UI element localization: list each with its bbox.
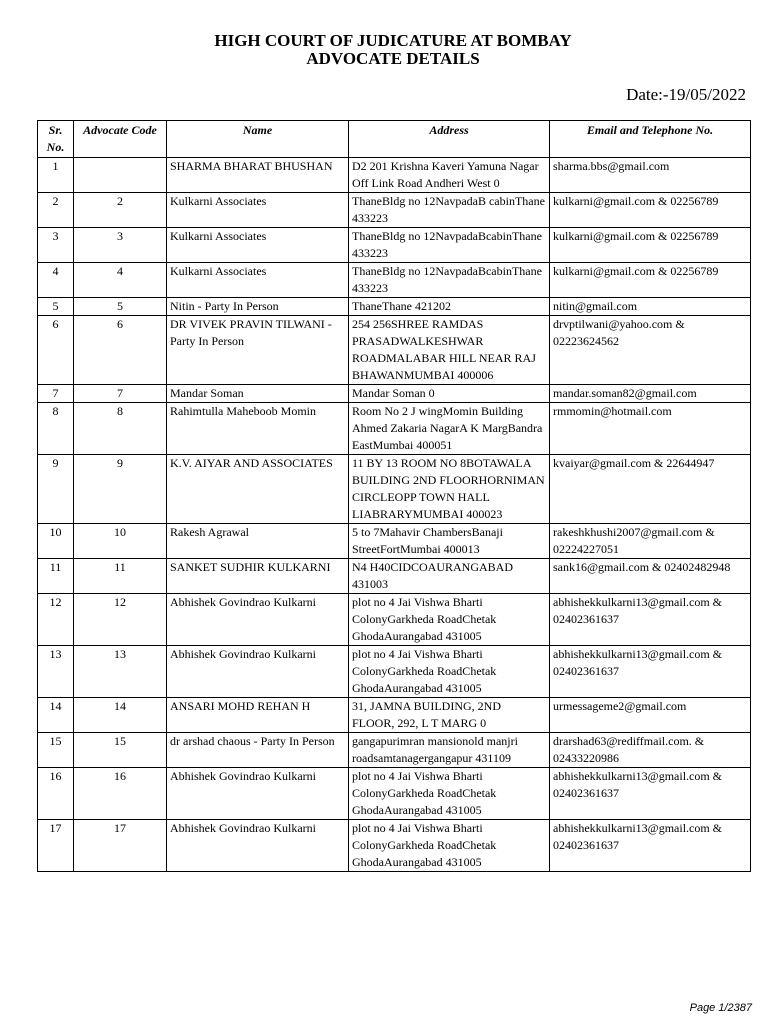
cell-email-phone: urmessageme2@gmail.com xyxy=(550,698,751,733)
cell-address: plot no 4 Jai Vishwa Bharti ColonyGarkheda RoadChetak GhodaAurangabad 431005 xyxy=(349,768,550,820)
cell-address: ThaneBldg no 12NavpadaBcabinThane 433223 xyxy=(349,263,550,298)
table-row xyxy=(38,820,751,872)
cell-name: ANSARI MOHD REHAN H xyxy=(167,698,349,733)
column-header-name: Name xyxy=(167,121,349,158)
cell-email-phone: nitin@gmail.com xyxy=(550,298,751,316)
cell-address: plot no 4 Jai Vishwa Bharti ColonyGarkheda RoadChetak GhodaAurangabad 431005 xyxy=(349,820,550,872)
column-header-email: Email and Telephone No. xyxy=(550,121,751,158)
table-body xyxy=(38,158,751,872)
cell-sr-no: 16 xyxy=(38,768,74,820)
cell-advocate-code: 7 xyxy=(74,385,167,403)
column-header-code: Advocate Code xyxy=(74,121,167,158)
cell-advocate-code: 14 xyxy=(74,698,167,733)
cell-advocate-code: 9 xyxy=(74,455,167,524)
cell-address: 31, JAMNA BUILDING, 2ND FLOOR, 292, L T MARG 0 xyxy=(349,698,550,733)
cell-address: N4 H40CIDCOAURANGABAD 431003 xyxy=(349,559,550,594)
cell-email-phone: abhishekkulkarni13@gmail.com & 02402361637 xyxy=(550,594,751,646)
cell-name: Abhishek Govindrao Kulkarni xyxy=(167,646,349,698)
table-header-row xyxy=(38,121,751,158)
table-row xyxy=(38,158,751,193)
cell-sr-no: 12 xyxy=(38,594,74,646)
cell-advocate-code: 13 xyxy=(74,646,167,698)
cell-email-phone: abhishekkulkarni13@gmail.com & 02402361637 xyxy=(550,646,751,698)
cell-sr-no: 17 xyxy=(38,820,74,872)
cell-name: SANKET SUDHIR KULKARNI xyxy=(167,559,349,594)
cell-name: SHARMA BHARAT BHUSHAN xyxy=(167,158,349,193)
cell-email-phone: kulkarni@gmail.com & 02256789 xyxy=(550,228,751,263)
table-row xyxy=(38,646,751,698)
page-number: Page 1/2387 xyxy=(689,1002,752,1014)
cell-advocate-code: 3 xyxy=(74,228,167,263)
table-row xyxy=(38,316,751,385)
table-row xyxy=(38,698,751,733)
advocate-table xyxy=(37,120,751,872)
cell-name: Rakesh Agrawal xyxy=(167,524,349,559)
table-row xyxy=(38,385,751,403)
cell-advocate-code: 4 xyxy=(74,263,167,298)
cell-email-phone: rmmomin@hotmail.com xyxy=(550,403,751,455)
cell-advocate-code: 15 xyxy=(74,733,167,768)
cell-email-phone: kulkarni@gmail.com & 02256789 xyxy=(550,193,751,228)
cell-address: 11 BY 13 ROOM NO 8BOTAWALA BUILDING 2ND FLOORHORNIMAN CIRCLEOPP TOWN HALL LIABRARYMUMBAI 400023 xyxy=(349,455,550,524)
cell-name: Abhishek Govindrao Kulkarni xyxy=(167,768,349,820)
table-row xyxy=(38,768,751,820)
cell-address: 254 256SHREE RAMDAS PRASADWALKESHWAR ROADMALABAR HILL NEAR RAJ BHAWANMUMBAI 400006 xyxy=(349,316,550,385)
cell-sr-no: 2 xyxy=(38,193,74,228)
cell-advocate-code: 12 xyxy=(74,594,167,646)
cell-sr-no: 7 xyxy=(38,385,74,403)
cell-sr-no: 3 xyxy=(38,228,74,263)
column-header-sr: Sr. No. xyxy=(38,121,74,158)
cell-name: DR VIVEK PRAVIN TILWANI - Party In Person xyxy=(167,316,349,385)
cell-sr-no: 11 xyxy=(38,559,74,594)
cell-name: K.V. AIYAR AND ASSOCIATES xyxy=(167,455,349,524)
cell-email-phone: abhishekkulkarni13@gmail.com & 02402361637 xyxy=(550,768,751,820)
table-row xyxy=(38,228,751,263)
cell-name: Kulkarni Associates xyxy=(167,193,349,228)
cell-address: D2 201 Krishna Kaveri Yamuna Nagar Off Link Road Andheri West 0 xyxy=(349,158,550,193)
document-subtitle: ADVOCATE DETAILS xyxy=(306,49,480,68)
cell-address: gangapurimran mansionold manjri roadsamtanagergangapur 431109 xyxy=(349,733,550,768)
cell-sr-no: 8 xyxy=(38,403,74,455)
table-row xyxy=(38,559,751,594)
cell-email-phone: abhishekkulkarni13@gmail.com & 02402361637 xyxy=(550,820,751,872)
cell-advocate-code: 8 xyxy=(74,403,167,455)
column-header-address: Address xyxy=(349,121,550,158)
cell-sr-no: 6 xyxy=(38,316,74,385)
table-row xyxy=(38,193,751,228)
cell-sr-no: 10 xyxy=(38,524,74,559)
cell-sr-no: 15 xyxy=(38,733,74,768)
document-title xyxy=(0,32,768,68)
table-row xyxy=(38,455,751,524)
cell-email-phone: sharma.bbs@gmail.com xyxy=(550,158,751,193)
table-row xyxy=(38,298,751,316)
cell-advocate-code: 17 xyxy=(74,820,167,872)
cell-name: Rahimtulla Maheboob Momin xyxy=(167,403,349,455)
cell-sr-no: 1 xyxy=(38,158,74,193)
table-row xyxy=(38,733,751,768)
cell-advocate-code: 5 xyxy=(74,298,167,316)
cell-sr-no: 5 xyxy=(38,298,74,316)
cell-name: Kulkarni Associates xyxy=(167,228,349,263)
cell-address: ThaneBldg no 12NavpadaB cabinThane 433223 xyxy=(349,193,550,228)
cell-advocate-code xyxy=(74,158,167,193)
cell-address: ThaneThane 421202 xyxy=(349,298,550,316)
cell-email-phone: rakeshkhushi2007@gmail.com & 02224227051 xyxy=(550,524,751,559)
court-title: HIGH COURT OF JUDICATURE AT BOMBAY xyxy=(214,31,572,50)
cell-advocate-code: 11 xyxy=(74,559,167,594)
cell-sr-no: 14 xyxy=(38,698,74,733)
table-row xyxy=(38,403,751,455)
cell-advocate-code: 16 xyxy=(74,768,167,820)
cell-name: Nitin - Party In Person xyxy=(167,298,349,316)
table-row xyxy=(38,594,751,646)
cell-name: Abhishek Govindrao Kulkarni xyxy=(167,594,349,646)
cell-name: Mandar Soman xyxy=(167,385,349,403)
cell-email-phone: mandar.soman82@gmail.com xyxy=(550,385,751,403)
cell-address: Mandar Soman 0 xyxy=(349,385,550,403)
cell-advocate-code: 6 xyxy=(74,316,167,385)
cell-address: Room No 2 J wingMomin Building Ahmed Zakaria NagarA K MargBandra EastMumbai 400051 xyxy=(349,403,550,455)
cell-advocate-code: 10 xyxy=(74,524,167,559)
cell-advocate-code: 2 xyxy=(74,193,167,228)
cell-name: Abhishek Govindrao Kulkarni xyxy=(167,820,349,872)
cell-address: plot no 4 Jai Vishwa Bharti ColonyGarkheda RoadChetak GhodaAurangabad 431005 xyxy=(349,594,550,646)
cell-address: 5 to 7Mahavir ChambersBanaji StreetFortMumbai 400013 xyxy=(349,524,550,559)
table-row xyxy=(38,263,751,298)
cell-address: ThaneBldg no 12NavpadaBcabinThane 433223 xyxy=(349,228,550,263)
document-date: Date:-19/05/2022 xyxy=(626,85,746,104)
cell-email-phone: drvptilwani@yahoo.com & 02223624562 xyxy=(550,316,751,385)
cell-email-phone: sank16@gmail.com & 02402482948 xyxy=(550,559,751,594)
cell-email-phone: drarshad63@rediffmail.com. & 02433220986 xyxy=(550,733,751,768)
table-row xyxy=(38,524,751,559)
cell-sr-no: 9 xyxy=(38,455,74,524)
cell-address: plot no 4 Jai Vishwa Bharti ColonyGarkheda RoadChetak GhodaAurangabad 431005 xyxy=(349,646,550,698)
cell-sr-no: 4 xyxy=(38,263,74,298)
cell-email-phone: kvaiyar@gmail.com & 22644947 xyxy=(550,455,751,524)
cell-email-phone: kulkarni@gmail.com & 02256789 xyxy=(550,263,751,298)
cell-name: Kulkarni Associates xyxy=(167,263,349,298)
cell-name: dr arshad chaous - Party In Person xyxy=(167,733,349,768)
cell-sr-no: 13 xyxy=(38,646,74,698)
